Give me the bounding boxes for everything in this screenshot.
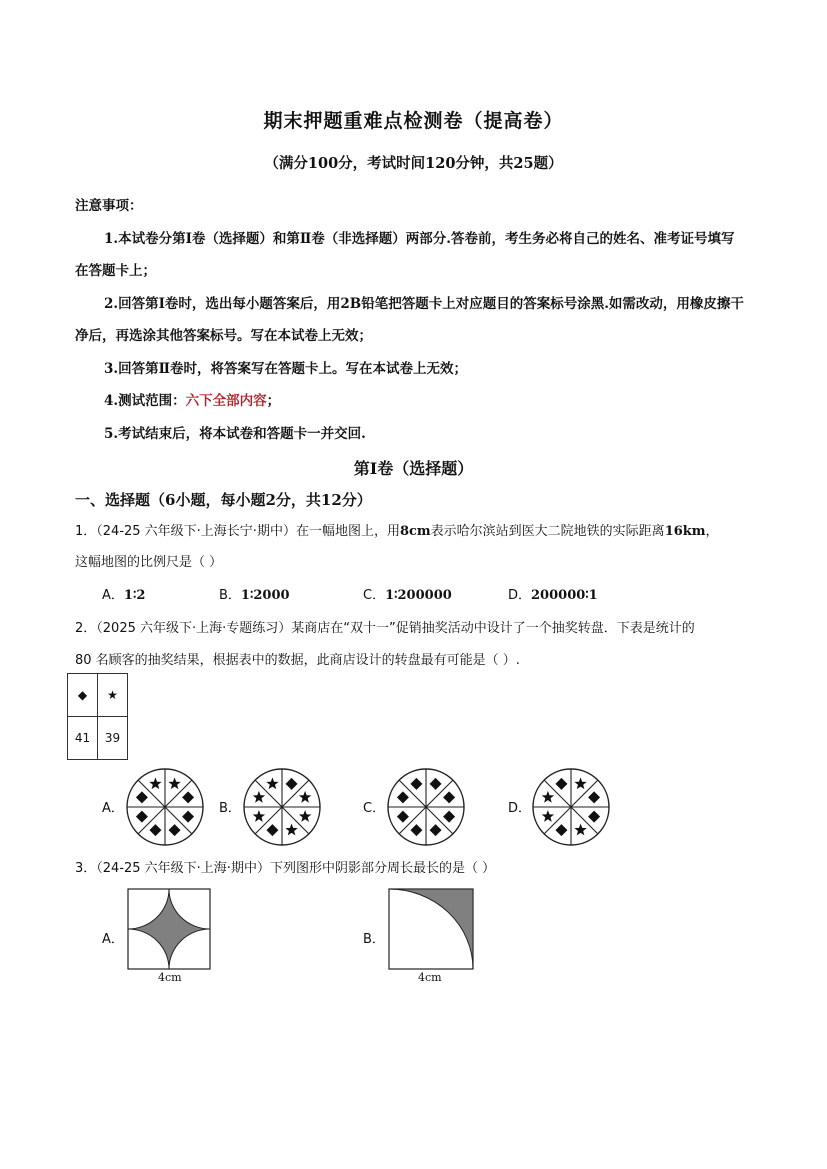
q1-value2: 16km (664, 524, 706, 539)
page-subtitle: （满分100分，考试时间120分钟，共25题） (264, 155, 563, 172)
q1-line2: 这幅地图的比例尺是（ ） (75, 555, 223, 570)
notice-item-2-line-1: 2.回答第Ⅰ卷时，选出每小题答案后，用2B铅笔把答题卡上对应题目的答案标号涂黑.如需改动，用橡皮擦干 (104, 296, 744, 312)
section-title: 第Ⅰ卷（选择题） (353, 459, 474, 478)
q1-part1: 1．（24-25 六年级下·上海长宁·期中）在一幅地图上，用 (75, 524, 400, 539)
q1-option-d[interactable] (508, 584, 598, 603)
q1-option-b[interactable] (219, 584, 290, 603)
notice-item-2-line-2: 净后，再选涂其他答案标号。写在本试卷上无效； (75, 328, 372, 344)
spinner-d (530, 766, 612, 848)
q2-line2: 80 名顾客的抽奖结果，根据表中的数据，此商店设计的转盘最有可能是（ ）. (75, 653, 520, 668)
q2-option-d-label[interactable]: D． (508, 801, 532, 816)
star-icon: ★ (98, 674, 128, 717)
q3-option-b-label[interactable]: B． (363, 932, 385, 947)
q2-option-a-label[interactable]: A． (102, 801, 124, 816)
figure-a-caption: 4cm (158, 971, 182, 984)
figure-b-quarter (387, 887, 475, 971)
option-label: B． (219, 588, 241, 603)
figure-a-astroid (126, 887, 212, 971)
q1-text (75, 520, 719, 539)
option-value: 1∶2000 (240, 588, 290, 603)
diamond-icon: ◆ (68, 674, 98, 717)
option-label: D． (508, 588, 532, 603)
q1-value1: 8cm (399, 524, 431, 539)
star-count: 39 (98, 717, 128, 760)
spinner-c (385, 766, 467, 848)
notice-item-4-suffix: ； (266, 393, 281, 409)
notice-item-1-line-2: 在答题卡上； (75, 263, 156, 279)
notice-item-4-prefix: 4.测试范围： (104, 393, 186, 409)
q2-line1: 2．（2025 六年级下·上海·专题练习）某商店在“双十一”促销抽奖活动中设计了一个抽奖转盘．下表是统计的 (75, 621, 695, 636)
q3-option-a-label[interactable]: A． (102, 932, 124, 947)
option-value: 1∶200000 (385, 588, 452, 603)
notice-item-1-line-1: 1.本试卷分第Ⅰ卷（选择题）和第Ⅱ卷（非选择题）两部分.答卷前，考生务必将自己的姓名、准考证号填写 (104, 231, 735, 247)
figure-b-caption: 4cm (418, 971, 442, 984)
spinner-b (241, 766, 323, 848)
test-range: 六下全部内容 (185, 393, 267, 409)
page-title: 期末押题重难点检测卷（提高卷） (263, 110, 564, 132)
q1-part2: 表示哈尔滨站到医大二院地铁的实际距离 (430, 524, 665, 539)
q1-option-a[interactable] (102, 584, 145, 603)
section-heading: 一、选择题（6小题，每小题2分，共12分） (75, 491, 372, 509)
q2-option-c-label[interactable]: C． (363, 801, 386, 816)
option-label: A． (102, 588, 124, 603)
notice-item-3: 3.回答第Ⅱ卷时，将答案写在答题卡上。写在本试卷上无效； (104, 361, 467, 377)
notice-heading: 注意事项： (75, 198, 143, 214)
results-table (67, 673, 128, 760)
option-label: C． (363, 588, 386, 603)
spinner-a (124, 766, 206, 848)
notice-item-5: 5.考试结束后，将本试卷和答题卡一并交回. (104, 426, 366, 442)
option-value: 200000∶1 (531, 588, 598, 603)
diamond-count: 41 (68, 717, 98, 760)
q2-option-b-label[interactable]: B． (219, 801, 241, 816)
q1-part3: ， (705, 524, 719, 539)
q3-line1: 3．（24-25 六年级下·上海·期中）下列图形中阴影部分周长最长的是（ ） (75, 861, 496, 876)
option-value: 1∶2 (123, 588, 146, 603)
notice-item-4 (104, 389, 280, 409)
q1-option-c[interactable] (363, 584, 452, 603)
